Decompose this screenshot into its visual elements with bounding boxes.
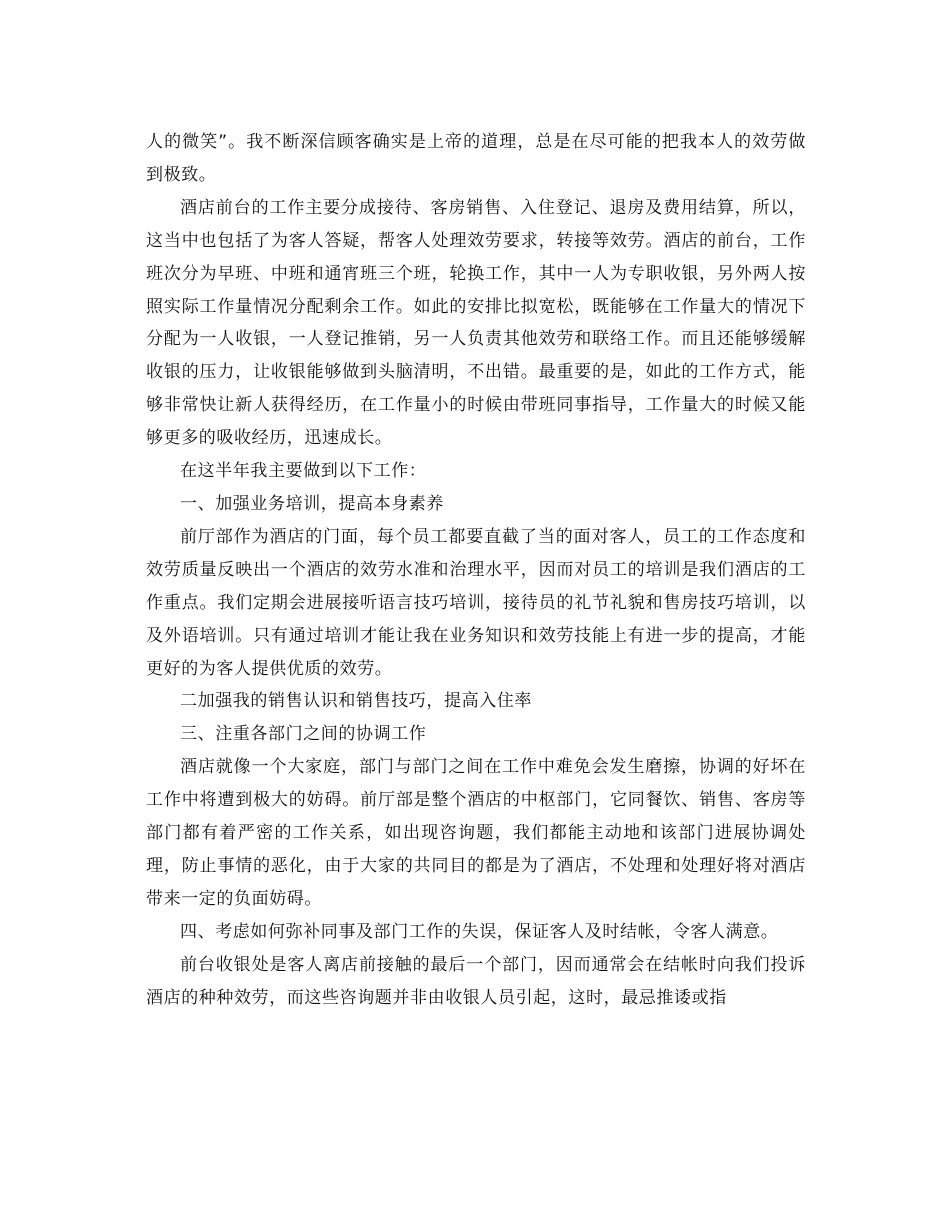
section-heading: 二加强我的销售认识和销售技巧，提高入住率 bbox=[180, 691, 532, 712]
paragraph: 前台收银处是客人离店前接触的最后一个部门，因而通常会在结帐时向我们投诉酒店的种种效劳，而这些咨询题并非由收银人员引起，这时，最忌推诿或指 bbox=[146, 954, 806, 1008]
document-body bbox=[146, 126, 806, 1014]
section-heading: 四、考虑如何弥补同事及部门工作的失误，保证客人及时结帐，令客人满意。 bbox=[180, 921, 779, 942]
section-heading: 一、加强业务培训，提高本身素养 bbox=[180, 493, 444, 514]
paragraph: 前厅部作为酒店的门面，每个员工都要直截了当的面对客人，员工的工作态度和效劳质量反映出一个酒店的效劳水准和治理水平，因而对员工的培训是我们酒店的工作重点。我们定期会进展接听语言技巧培训，接待员的礼节礼貌和售房技巧培训，以及外语培训。只有通过培训才能让我在业务知识和效劳技能上有进一步的提高，才能更好的为客人提供优质的效劳。 bbox=[146, 526, 806, 679]
paragraph: 在这半年我主要做到以下工作： bbox=[180, 461, 427, 482]
section-heading: 三、注重各部门之间的协调工作 bbox=[180, 724, 427, 745]
paragraph: 酒店前台的工作主要分成接待、客房销售、入住登记、退房及费用结算，所以，这当中也包括了为客人答疑，帮客人处理效劳要求，转接等效劳。酒店的前台，工作班次分为早班、中班和通宵班三个班，轮换工作，其中一人为专职收银，另外两人按照实际工作量情况分配剩余工作。如此的安排比拟宽松，既能够在工作量大的情况下分配为一人收银，一人登记推销，另一人负责其他效劳和联络工作。而且还能够缓解收银的压力，让收银能够做到头脑清明，不出错。最重要的是，如此的工作方式，能够非常快让新人获得经历，在工作量小的时候由带班同事指导，工作量大的时候又能够更多的吸收经历，迅速成长。 bbox=[146, 197, 806, 449]
paragraph: 人的微笑”。我不断深信顾客确实是上帝的道理，总是在尽可能的把我本人的效劳做到极致。 bbox=[146, 132, 806, 185]
paragraph: 酒店就像一个大家庭，部门与部门之间在工作中难免会发生磨擦，协调的好坏在工作中将遭到极大的妨碍。前厅部是整个酒店的中枢部门，它同餐饮、销售、客房等部门都有着严密的工作关系，如出现咨询题，我们都能主动地和该部门进展协调处理，防止事情的恶化，由于大家的共同目的都是为了酒店，不处理和处理好将对酒店带来一定的负面妨碍。 bbox=[146, 757, 806, 909]
